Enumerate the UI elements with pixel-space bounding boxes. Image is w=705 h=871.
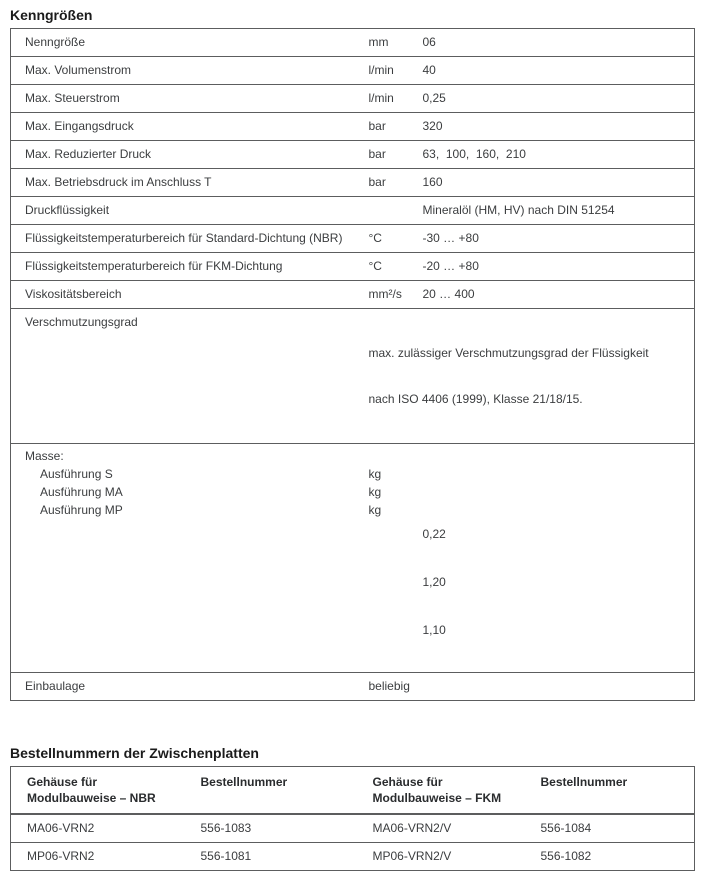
order-cell-number: 556-1082 (541, 843, 695, 871)
spec-label: Max. Volumenstrom (11, 57, 369, 85)
spec-unit: bar (369, 169, 423, 197)
spec-value (423, 444, 695, 673)
spec-unit (369, 197, 423, 225)
spacer (369, 447, 423, 465)
spec-label: Nenngröße (25, 35, 86, 49)
spec-row (11, 281, 695, 309)
bestellnummern-title: Bestellnummern der Zwischenplatten (10, 745, 259, 761)
spec-row (11, 141, 695, 169)
spec-row (11, 29, 695, 57)
spec-row (11, 253, 695, 281)
masse-sub-unit: kg (368, 503, 382, 517)
order-cell-model: MA06-VRN2/V (372, 821, 452, 835)
page-content (10, 0, 695, 871)
order-cell-number: 556-1083 (200, 821, 252, 835)
spec-value: 160 (423, 169, 695, 197)
order-cell-number: 556-1084 (540, 821, 592, 835)
spec-value-line: nach ISO 4406 (1999), Klasse 21/18/15. (368, 392, 583, 406)
kenngroessen-title: Kenngrößen (10, 7, 93, 23)
spec-value: Mineralöl (HM, HV) nach DIN 51254 (423, 197, 695, 225)
masse-sub-value: 1,10 (422, 623, 446, 637)
spec-label: Max. Reduzierter Druck (11, 141, 369, 169)
order-row (11, 814, 695, 843)
order-header-bestellnummer (201, 767, 373, 815)
masse-sub-label: Ausführung S (40, 467, 113, 481)
spec-row (11, 225, 695, 253)
spec-value-line: max. zulässiger Verschmutzungsgrad der Flüssigkeit (368, 346, 649, 360)
spec-row-masse (11, 444, 695, 673)
spacer (423, 477, 695, 495)
spec-value: beliebig (369, 673, 695, 701)
spec-unit (369, 444, 423, 673)
order-header-row (11, 767, 695, 815)
kenngroessen-table (10, 28, 695, 701)
spec-value: -30 … +80 (423, 225, 695, 253)
masse-heading: Masse: (25, 449, 64, 463)
spec-label: Flüssigkeitstemperaturbereich für FKM-Dichtung (11, 253, 369, 281)
spec-row-einbaulage (11, 673, 695, 701)
order-cell-model: MA06-VRN2 (27, 821, 95, 835)
spec-label: Viskositätsbereich (11, 281, 369, 309)
masse-sub-unit: kg (368, 485, 382, 499)
spec-label: Druckflüssigkeit (11, 197, 369, 225)
spec-value: 63, 100, 160, 210 (423, 141, 695, 169)
masse-sub-value: 0,22 (422, 527, 446, 541)
header-line: Gehäuse für (27, 775, 98, 789)
masse-sub-label: Ausführung MA (40, 485, 123, 499)
spec-label: Max. Betriebsdruck im Anschluss T (11, 169, 369, 197)
spec-unit: mm²/s (369, 281, 423, 309)
spec-row (11, 85, 695, 113)
spec-row (11, 197, 695, 225)
spec-label: Verschmutzungsgrad (11, 309, 369, 444)
order-header-bestellnummer (541, 767, 695, 815)
spec-value: 0,25 (423, 85, 695, 113)
header-line: Modulbauweise – NBR (27, 791, 156, 805)
bestellnummern-table (10, 766, 695, 871)
spec-unit: l/min (369, 85, 423, 113)
spec-row (11, 113, 695, 141)
header-line: Modulbauweise – FKM (372, 791, 502, 805)
spec-value: 40 (423, 57, 695, 85)
spec-unit: °C (369, 225, 423, 253)
order-cell-model: MP06-VRN2 (11, 843, 201, 871)
masse-sub-value: 1,20 (422, 575, 446, 589)
spec-value (369, 309, 695, 444)
masse-sub-unit: kg (368, 467, 382, 481)
spec-label: Max. Steuerstrom (11, 85, 369, 113)
spec-label: Max. Eingangsdruck (11, 113, 369, 141)
order-header-gehaeuse-fkm (373, 767, 541, 815)
order-cell-number: 556-1081 (201, 843, 373, 871)
order-row (11, 843, 695, 871)
header-line: Bestellnummer (540, 775, 628, 789)
order-header-gehaeuse-nbr (11, 767, 201, 815)
header-line: Gehäuse für (372, 775, 443, 789)
order-cell-model: MP06-VRN2/V (373, 843, 541, 871)
spec-label (11, 444, 369, 673)
spec-label: Einbaulage (11, 673, 369, 701)
spec-unit: bar (369, 113, 423, 141)
spec-unit: l/min (369, 57, 423, 85)
spec-value: 20 … 400 (423, 281, 695, 309)
header-line: Bestellnummer (200, 775, 288, 789)
spec-row (11, 57, 695, 85)
spec-value: 320 (423, 113, 695, 141)
spec-unit: mm (368, 35, 389, 49)
spec-row-verschmutzungsgrad (11, 309, 695, 444)
spec-unit: bar (369, 141, 423, 169)
spec-row (11, 169, 695, 197)
spec-value: 06 (422, 35, 436, 49)
masse-sub-label: Ausführung MP (40, 503, 123, 517)
spec-unit: °C (369, 253, 423, 281)
spec-value: -20 … +80 (423, 253, 695, 281)
spec-label: Flüssigkeitstemperaturbereich für Standard-Dichtung (NBR) (11, 225, 369, 253)
